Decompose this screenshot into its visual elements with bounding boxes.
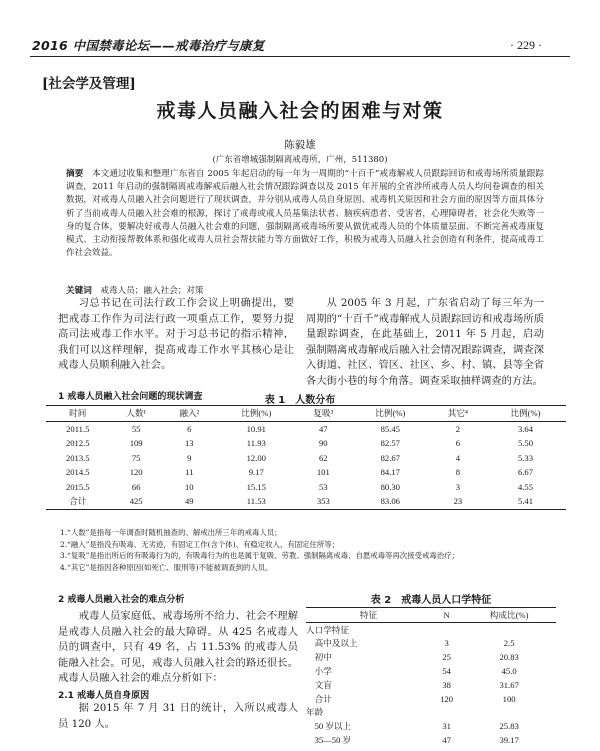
- heading-1: 1 戒毒人员融入社会问题的现状调查: [58, 392, 203, 402]
- table-row-total: [46, 494, 566, 509]
- table-cell: 45.0: [501, 666, 517, 677]
- table-cell: 55: [131, 423, 141, 434]
- table2-header: N: [431, 608, 462, 623]
- table-cell: 6.67: [517, 467, 534, 478]
- table-row: [306, 692, 556, 706]
- table-cell: [462, 706, 556, 720]
- table-cell: 12.00: [246, 452, 266, 463]
- table1-notes: [60, 527, 560, 573]
- table-cell: 文盲: [306, 679, 332, 690]
- table1-header: 人数¹: [110, 406, 163, 422]
- table-cell: 2013.5: [65, 452, 90, 463]
- paper-title: 戒毒人员融入社会的困难与对策: [156, 100, 444, 122]
- table-cell: 9: [187, 452, 192, 463]
- table-cell: 15.15: [246, 481, 266, 492]
- table-note: 1.“人数”是指每一年调查时随机抽查的、解戒出所三年的戒毒人员；: [60, 528, 282, 537]
- table1-header: 复吸³: [297, 406, 350, 422]
- table1-header-row: [46, 406, 566, 422]
- table-cell: 100: [502, 693, 516, 704]
- table-cell: 80.30: [380, 481, 400, 492]
- table-cell: 85.45: [380, 423, 400, 434]
- table-cell: 35—50 岁: [306, 735, 352, 746]
- table-row: [46, 465, 566, 480]
- keywords-label: 关键词: [66, 286, 92, 296]
- table-cell: 109: [129, 438, 143, 449]
- table-cell: 初中: [306, 652, 332, 663]
- table-row: [306, 664, 556, 678]
- table2-header: 特征: [306, 608, 431, 623]
- table-row: [306, 637, 556, 651]
- table-cell: 25: [442, 652, 451, 663]
- table-cell: 2011.5: [66, 423, 90, 434]
- table-cell: 50 岁以上: [306, 721, 352, 732]
- abstract-text: 本文通过收集和整理广东省自 2005 年起启动的每一年为一周期的“十百千”戒毒解戒人员跟踪回访和戒毒场所质量跟踪调查，2011 年启动的强制隔离戒毒解戒后融入社会情况跟踪调查以及 2015 年开展的全省涉所戒毒人员人均问卷调查的相关数据，对戒毒人员融入社会问题进行了现状调查，并分别从戒毒人员自身原因、戒毒机关原因和社会方面的原因等方面具体分析了当前戒毒人员融入社会难的根源，探讨了戒毒或戒人员基集法状者、脑疾病患者、受害者，心理障碍者，社会化失败等一身的复合体，要解决好戒毒人员融入社会难的问题，强制隔离戒毒场所要从做优戒毒人员的个体质量层面、不断完善戒毒康复模式、主动衔接帮教体系和强化戒毒人员社会帮扶能力等方面做好工作，积极为戒毒人员融入社会创造有利条件，提高戒毒工作社会效益。: [66, 169, 544, 259]
- table-cell: 11.53: [216, 494, 297, 509]
- table-cell: 3: [444, 638, 449, 649]
- table-cell: 53: [318, 481, 328, 492]
- table-cell: 2014.5: [65, 467, 90, 478]
- table-cell: 101: [316, 467, 330, 478]
- table-cell: 39.17: [499, 735, 519, 746]
- table-cell: 9.17: [248, 467, 264, 478]
- table-cell: 4: [455, 452, 461, 463]
- table1-header: 时间: [46, 406, 110, 422]
- table-cell: [462, 622, 556, 636]
- section-2-1-paragraph: 据 2015 年 7 月 31 日的统计，入所以戒毒人员 120 人。: [58, 701, 298, 730]
- table1-caption: 表 1 人数分布: [264, 395, 336, 406]
- table-cell: 82.57: [380, 438, 400, 449]
- affiliation: (广东省增城强制隔离戒毒所，广州，511380): [212, 155, 388, 165]
- abstract: [66, 168, 544, 260]
- table-cell: 90: [318, 438, 328, 449]
- table-cell: 75: [131, 452, 141, 463]
- table1-header: 比例(%): [350, 406, 431, 422]
- table2-header: 构成比(%): [462, 608, 556, 623]
- table-row: [306, 650, 556, 664]
- table-cell: 2: [455, 423, 461, 434]
- intro-right-paragraph: 从 2005 年 3 月起，广东省启动了每三年为一周期的“十百千”戒毒解戒人员跟踪回访和戒毒场所质量跟踪调查，在此基础上，2011 年 5 月起，启动强制隔离戒毒解戒后融入社会情况跟踪调查，调查深入街道、社区、管区、社区、乡、村、镇、县等全省各大街小巷的每个角落。调查采取抽样调查的方法。: [306, 297, 544, 387]
- table-cell: 年龄: [306, 707, 324, 718]
- page-number: · 229 ·: [510, 38, 542, 52]
- table-cell: 4.55: [517, 481, 534, 492]
- table-cell: 47: [318, 423, 328, 434]
- heading-2: 2 戒毒人员融入社会的难点分析: [58, 595, 185, 605]
- header-rule: [30, 56, 570, 57]
- table-cell: 10: [184, 481, 194, 492]
- table2-header-row: [306, 608, 556, 623]
- running-header: 2016 中国禁毒论坛——戒毒治疗与康复: [32, 38, 265, 53]
- table-row: [306, 678, 556, 692]
- table-cell: [431, 622, 462, 636]
- table-cell: 11: [185, 467, 194, 478]
- table-cell: 2012.5: [65, 438, 90, 449]
- table-cell: 10.91: [246, 423, 266, 434]
- table-cell: 353: [297, 494, 350, 509]
- table-row: [306, 706, 556, 720]
- table-cell: 合计: [306, 693, 332, 704]
- intro-left-paragraph: 习总书记在司法行政工作会议上明确提出，要把戒毒工作作为司法行政一项重点工作，要努力提高司法戒毒工作水平。对于习总书记的指示精神，我们可以这样理解，提高戒毒工作水平其核心是让戒毒人员顺利融入社会。: [58, 297, 294, 372]
- table-cell: 6: [187, 423, 192, 434]
- table1-header: 比例(%): [485, 406, 566, 422]
- table-cell: 20.83: [499, 652, 519, 663]
- table-cell: 62: [318, 452, 328, 463]
- table-cell: 49: [163, 494, 216, 509]
- section-2: [58, 592, 298, 732]
- table-cell: 3.64: [517, 423, 534, 434]
- table-cell: 83.06: [350, 494, 431, 509]
- table-cell: 54: [442, 666, 451, 677]
- table-cell: 82.67: [380, 452, 400, 463]
- table1: [46, 405, 566, 510]
- table-cell: 13: [184, 438, 194, 449]
- table-cell: 8: [455, 467, 461, 478]
- table-cell: 合计: [46, 494, 110, 509]
- table-cell: 6: [455, 438, 461, 449]
- table-cell: 5.33: [517, 452, 534, 463]
- table-cell: 120: [129, 467, 143, 478]
- table-cell: 31.67: [499, 679, 519, 690]
- table-row: [46, 451, 566, 466]
- table2: [306, 607, 556, 747]
- table-cell: 小学: [306, 666, 332, 677]
- table-cell: 2015.5: [65, 481, 90, 492]
- keywords: [66, 284, 544, 296]
- table-cell: 5.50: [517, 438, 534, 449]
- table-cell: 高中及以上: [306, 638, 358, 649]
- table-note: 3.“复吸”是指出所后的有吸毒行为的，有吸毒行为的也是属于复吸、劳教、强制隔离戒毒、自愿戒毒等再次接受戒毒治疗；: [60, 551, 459, 561]
- table-cell: 2.5: [503, 638, 515, 649]
- abstract-label: 摘要: [66, 169, 84, 179]
- table-cell: 3: [455, 481, 461, 492]
- table-cell: [431, 706, 462, 720]
- table-note: 4.“其它”是指因各种原因(如死亡、服刑等)不能被调查到的人员。: [60, 562, 273, 572]
- table1-header: 融入²: [163, 406, 216, 422]
- table-row: [46, 421, 566, 436]
- table1-header: 比例(%): [216, 406, 297, 422]
- table-row: [46, 436, 566, 451]
- table-cell: 47: [442, 735, 451, 746]
- table-cell: 84.17: [380, 467, 400, 478]
- table-cell: 38: [442, 679, 451, 690]
- table-cell: 5.41: [485, 494, 566, 509]
- table-cell: 11.93: [246, 438, 266, 449]
- heading-2-1: 2.1 戒毒人员自身原因: [58, 690, 150, 701]
- section-2-paragraph: 戒毒人员家庭低、戒毒场所不给力、社会不理解是戒毒人员融入社会的最大障碍。从 425 名戒毒人员的调查中，只有 49 名，占 11.53% 的戒毒人员能融入社会。可见，戒毒人员融入社会的路还很长。戒毒人员融入社会的难点分析如下：: [58, 610, 298, 685]
- table-row: [306, 733, 556, 747]
- table-cell: 25.83: [499, 721, 519, 732]
- table-cell: 120: [440, 693, 454, 704]
- keywords-text: 戒毒人员；融入社会；对策: [100, 286, 204, 296]
- table-row: [306, 622, 556, 636]
- table-cell: 人口学特征: [306, 624, 349, 635]
- table-cell: 23: [431, 494, 485, 509]
- table1-header: 其它⁴: [431, 406, 485, 422]
- table-cell: 31: [442, 721, 451, 732]
- table-cell: 425: [110, 494, 163, 509]
- section-tag: [社会学及管理]: [42, 76, 136, 92]
- author: 陈毅雄: [284, 139, 316, 151]
- table-row: [46, 480, 566, 495]
- table-cell: 66: [131, 481, 141, 492]
- table2-caption: 表 2 戒毒人员人口学特征: [370, 595, 492, 606]
- table-row: [306, 719, 556, 733]
- table-note: 2.“融入”是指没有吸毒、无劣迹，有固定工作(含个体)、有稳定收入、有固定住所等；: [60, 539, 340, 549]
